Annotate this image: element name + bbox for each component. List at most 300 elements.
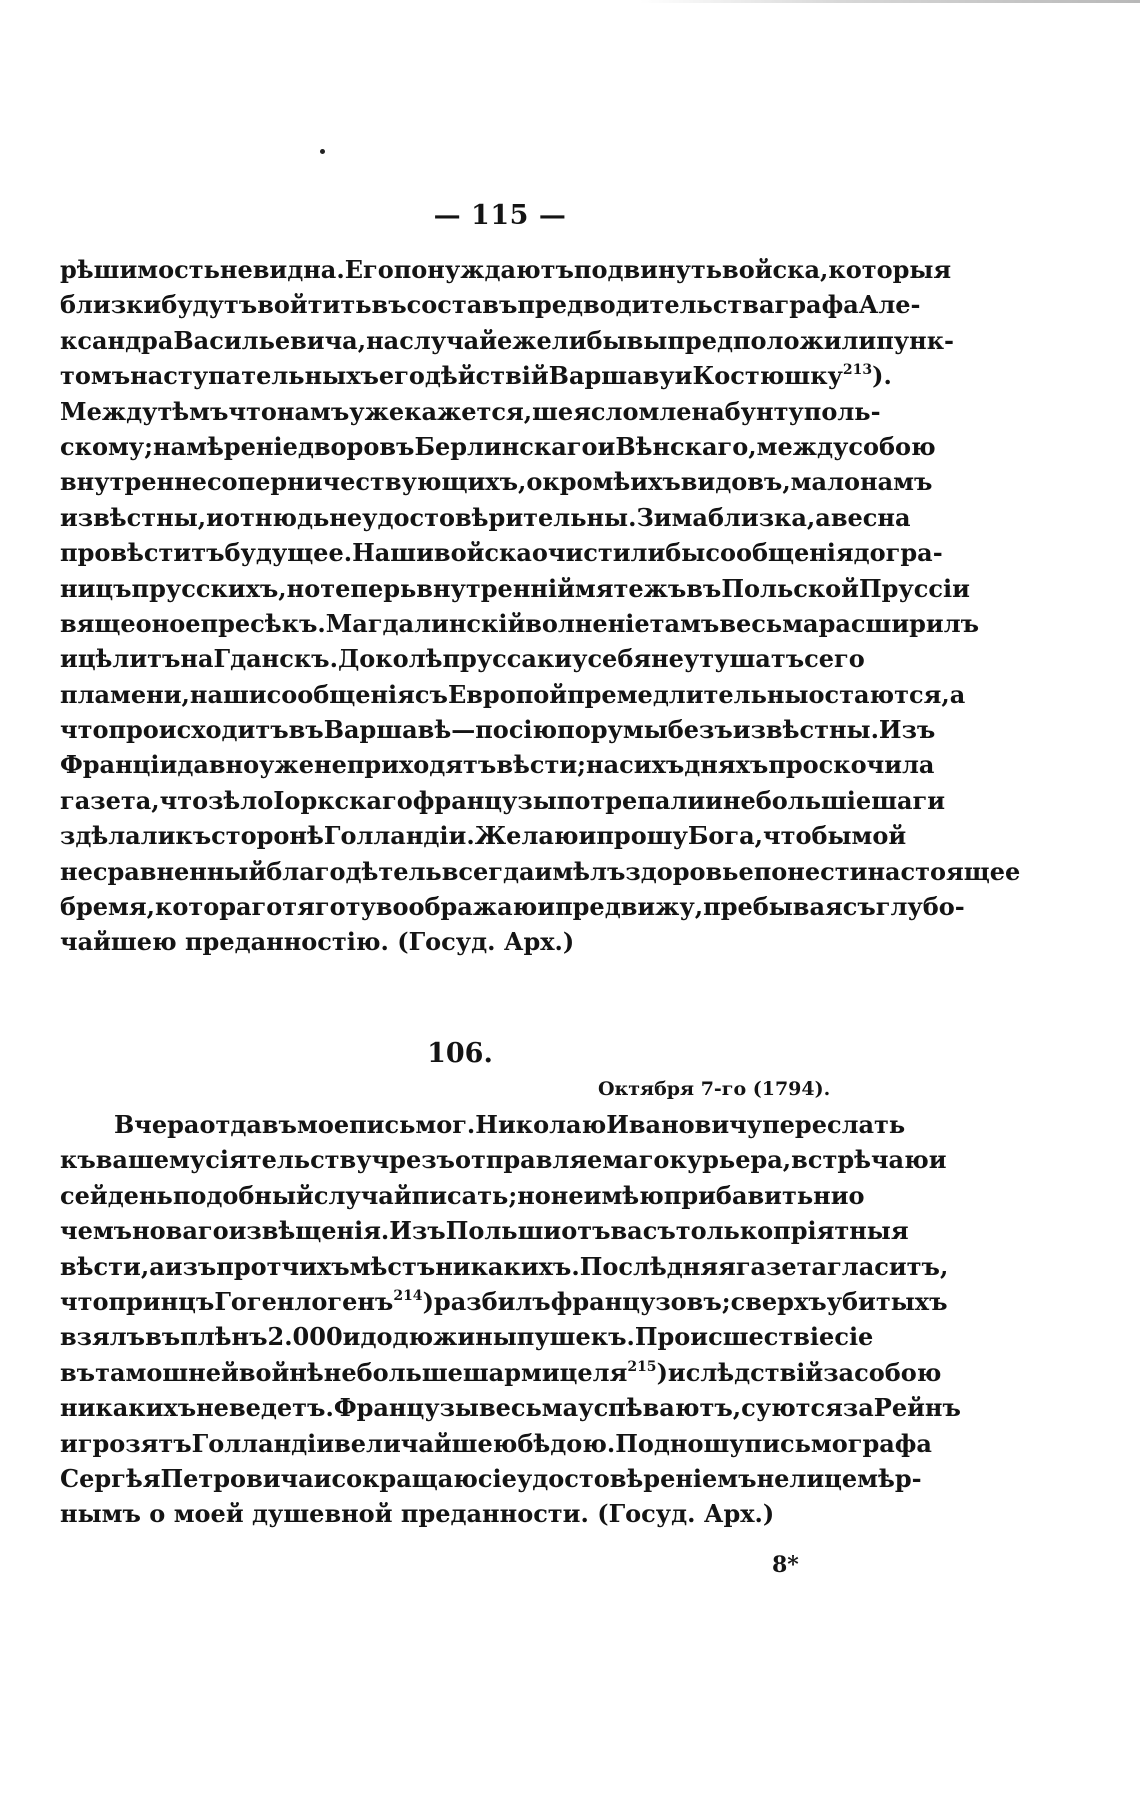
word: неудостовѣрительны. bbox=[329, 502, 637, 532]
word: (Госуд. bbox=[397, 927, 496, 957]
footnote-ref: 214 bbox=[393, 1287, 423, 1304]
word: письмо bbox=[744, 1428, 848, 1458]
word: и bbox=[313, 1463, 332, 1493]
word: вашему bbox=[95, 1145, 206, 1175]
word: нелицемѣр- bbox=[756, 1463, 922, 1493]
word: а bbox=[949, 679, 966, 709]
word: о bbox=[848, 1180, 865, 1210]
word: васъ bbox=[610, 1216, 676, 1246]
word: видна. bbox=[252, 255, 345, 284]
word: будутъ bbox=[161, 290, 258, 320]
word: происходитъ bbox=[108, 715, 289, 745]
word: но bbox=[286, 573, 321, 603]
word: подвинуть bbox=[573, 255, 723, 284]
word: преданностію. bbox=[184, 927, 389, 957]
word: глубо- bbox=[875, 892, 965, 922]
text-line bbox=[60, 644, 865, 679]
word: Вчера bbox=[114, 1110, 200, 1139]
word: поль- bbox=[803, 396, 881, 426]
word: весьма bbox=[478, 1393, 579, 1423]
word: проскочила bbox=[768, 750, 935, 780]
word: предводительства bbox=[517, 290, 775, 320]
word: собою bbox=[854, 1357, 942, 1387]
word: намъ bbox=[860, 467, 933, 497]
word: Зима bbox=[636, 502, 708, 532]
word: пунк- bbox=[876, 325, 955, 355]
word: и bbox=[667, 1357, 686, 1387]
word: величайшею bbox=[334, 1428, 518, 1458]
word: въ bbox=[288, 715, 324, 745]
word: Его bbox=[344, 255, 394, 284]
word: и bbox=[705, 785, 723, 815]
word: отправляемаго bbox=[454, 1145, 670, 1175]
word: наступательныхъ bbox=[130, 361, 379, 391]
word: а bbox=[149, 1251, 165, 1281]
word: о bbox=[149, 1499, 166, 1529]
word: газета bbox=[735, 1251, 828, 1281]
word: не bbox=[314, 750, 347, 780]
word: вы bbox=[626, 325, 668, 355]
word: шея bbox=[532, 396, 591, 426]
word: себя bbox=[587, 644, 652, 674]
word: давно bbox=[177, 750, 260, 780]
text-line bbox=[60, 1393, 961, 1428]
word: ксандра bbox=[60, 325, 174, 355]
word: войнѣ bbox=[238, 1357, 324, 1387]
word: переслать bbox=[762, 1110, 906, 1139]
text-line bbox=[60, 715, 936, 750]
word: гра- bbox=[885, 538, 943, 568]
word: мѣстъ bbox=[349, 1251, 436, 1281]
word: Польши bbox=[445, 1216, 562, 1246]
page-number: — 115 — bbox=[433, 200, 567, 231]
word: Бога, bbox=[687, 821, 763, 851]
word: Изъ bbox=[389, 1216, 446, 1246]
word: случай bbox=[313, 1180, 412, 1210]
word: утушатъ bbox=[683, 644, 805, 674]
word: подобный bbox=[172, 1180, 314, 1210]
word: графа bbox=[847, 1428, 932, 1458]
word: душевной bbox=[252, 1499, 393, 1529]
word: пламени, bbox=[60, 679, 190, 709]
word: котораго bbox=[155, 892, 283, 922]
print-speck bbox=[320, 149, 325, 154]
word: чемъ bbox=[60, 1216, 133, 1246]
word: пруссаки bbox=[442, 644, 573, 674]
word: не bbox=[323, 1357, 357, 1387]
word: не bbox=[219, 255, 253, 284]
word: ни bbox=[813, 1180, 849, 1210]
letter-date: Октября 7-го (1794). bbox=[598, 1078, 831, 1100]
word: съ bbox=[414, 679, 448, 709]
word: къ bbox=[60, 1145, 96, 1175]
word: пору bbox=[557, 715, 623, 745]
text-line bbox=[60, 679, 966, 715]
word: мое bbox=[296, 1110, 350, 1139]
word: весна bbox=[830, 502, 911, 532]
word: ихъ bbox=[630, 467, 681, 497]
word: чтобы bbox=[763, 821, 852, 851]
word: собою bbox=[848, 431, 936, 461]
word: Голландіи. bbox=[323, 821, 475, 851]
word: что bbox=[228, 396, 277, 426]
word: Послѣдняя bbox=[579, 1251, 736, 1281]
word: что bbox=[60, 1286, 109, 1316]
word: преданности. bbox=[400, 1499, 589, 1529]
word: сіе bbox=[834, 1322, 874, 1352]
word: до bbox=[853, 538, 886, 568]
word: слѣдствій bbox=[685, 1357, 824, 1387]
word: Але- bbox=[858, 290, 921, 320]
word: понести bbox=[753, 856, 868, 886]
word: Вѣнскаго, bbox=[615, 431, 757, 461]
word: а bbox=[815, 502, 831, 532]
text-line bbox=[60, 1216, 909, 1251]
word: Николаю bbox=[475, 1110, 607, 1139]
word: безъизвѣстны. bbox=[667, 715, 879, 745]
word: бремя, bbox=[60, 892, 155, 922]
word: и bbox=[928, 1145, 947, 1175]
word: въ bbox=[60, 1357, 96, 1387]
word: грозятъ bbox=[77, 1428, 192, 1458]
word: отъ bbox=[561, 1216, 611, 1246]
word: встрѣчаю bbox=[791, 1145, 929, 1175]
word: небольшіе bbox=[722, 785, 872, 815]
word: близки bbox=[60, 290, 162, 320]
word: кажется, bbox=[404, 396, 533, 426]
word: ежели bbox=[497, 325, 587, 355]
word: въ bbox=[145, 1322, 181, 1352]
text-line bbox=[60, 502, 911, 538]
word: составъ bbox=[406, 290, 518, 320]
word: сообщенія bbox=[705, 538, 854, 568]
word: письмо bbox=[349, 1110, 453, 1139]
word: воображаю bbox=[375, 892, 538, 922]
word: никакихъ bbox=[60, 1393, 197, 1423]
text-line bbox=[60, 573, 970, 609]
text-line bbox=[60, 1286, 948, 1322]
word: вѣсти; bbox=[496, 750, 587, 780]
word: сіятельству bbox=[205, 1145, 372, 1175]
word: сообщенія bbox=[266, 679, 415, 709]
word: цѣлитъ bbox=[77, 644, 181, 674]
word: понуждаютъ bbox=[393, 255, 574, 284]
word: $^{213}$). bbox=[842, 361, 892, 391]
word: на bbox=[180, 644, 214, 674]
word: (Госуд. bbox=[597, 1499, 696, 1529]
word: Сергѣя bbox=[60, 1463, 161, 1493]
word: успѣваютъ, bbox=[578, 1393, 742, 1423]
word: окромѣ bbox=[526, 467, 631, 497]
word: его bbox=[378, 361, 425, 391]
text-line bbox=[60, 892, 965, 927]
text-line bbox=[60, 608, 980, 644]
word: близка, bbox=[707, 502, 816, 532]
word: графа bbox=[774, 290, 859, 320]
word: намѣреніе bbox=[153, 431, 298, 461]
word: и bbox=[342, 1322, 361, 1352]
word: скому; bbox=[60, 431, 154, 461]
word: прусскихъ, bbox=[131, 573, 287, 603]
word: бы bbox=[665, 538, 706, 568]
word: настоящее bbox=[867, 856, 1021, 886]
word: пушекъ. bbox=[516, 1322, 635, 1352]
word: Доколѣ bbox=[337, 644, 443, 674]
word: съ bbox=[842, 892, 876, 922]
text-line bbox=[60, 1428, 932, 1464]
word: $^{214}$) bbox=[393, 1286, 434, 1316]
word: принцъ bbox=[108, 1286, 215, 1316]
word: газета, bbox=[60, 785, 160, 815]
word: Ивановичу bbox=[606, 1110, 763, 1139]
word: суются bbox=[741, 1393, 843, 1423]
word: сихъ bbox=[619, 750, 685, 780]
word: имѣлъ bbox=[534, 856, 626, 886]
word: Изъ bbox=[878, 715, 936, 745]
word: остаются, bbox=[808, 679, 950, 709]
text-line bbox=[60, 1322, 874, 1357]
word: Варшавѣ—по bbox=[323, 715, 509, 745]
word: дняхъ bbox=[684, 750, 769, 780]
letter-105-text bbox=[60, 255, 1021, 963]
word: Арх.) bbox=[503, 927, 575, 957]
word: войтить bbox=[257, 290, 372, 320]
word: Пруссіи bbox=[858, 573, 970, 603]
word: извѣстны, bbox=[60, 502, 207, 532]
text-line bbox=[60, 431, 936, 467]
word: изъ bbox=[164, 1251, 217, 1281]
word: моей bbox=[173, 1499, 244, 1529]
text-line bbox=[60, 821, 907, 856]
word: мятежъ bbox=[574, 573, 687, 603]
word: соперничествующихъ, bbox=[206, 467, 527, 497]
word: сторонѣ bbox=[211, 821, 324, 851]
word: здоровье bbox=[625, 856, 754, 886]
word: теперь bbox=[320, 573, 417, 603]
text-line bbox=[60, 396, 881, 432]
word: войска, bbox=[722, 255, 829, 284]
word: дюжины bbox=[392, 1322, 517, 1352]
word: Берлинскаго bbox=[414, 431, 598, 461]
word: Желаю bbox=[474, 821, 579, 851]
word: шармицеля bbox=[462, 1357, 628, 1387]
word: между bbox=[756, 431, 849, 461]
text-line bbox=[60, 361, 892, 396]
word: разбилъ bbox=[433, 1286, 551, 1316]
word: сломлена bbox=[590, 396, 725, 426]
word: на bbox=[586, 750, 620, 780]
text-line bbox=[60, 255, 952, 290]
word: на bbox=[366, 325, 400, 355]
word: писать; bbox=[411, 1180, 518, 1210]
word: уже bbox=[349, 396, 405, 426]
word: Польской bbox=[721, 573, 859, 603]
text-line bbox=[60, 1145, 947, 1180]
word: Франціи bbox=[60, 750, 178, 780]
word: дѣйствій bbox=[424, 361, 549, 391]
text-line bbox=[60, 1463, 922, 1499]
word: расширилъ bbox=[818, 608, 980, 638]
word: за bbox=[842, 1393, 874, 1423]
text-line bbox=[60, 1251, 949, 1287]
word: сверхъ bbox=[730, 1286, 827, 1316]
word: больше bbox=[356, 1357, 463, 1387]
word: мало bbox=[790, 467, 860, 497]
word: наши bbox=[189, 679, 267, 709]
word: г. bbox=[452, 1110, 476, 1139]
footnote-ref: 213 bbox=[842, 362, 873, 379]
word: Голландіи bbox=[191, 1428, 335, 1458]
word: не bbox=[651, 644, 684, 674]
word: гласитъ, bbox=[827, 1251, 949, 1281]
word: мой bbox=[851, 821, 907, 851]
word: потрепали bbox=[556, 785, 706, 815]
word: отнюдь bbox=[223, 502, 330, 532]
word: бунту bbox=[724, 396, 804, 426]
word: но bbox=[517, 1180, 551, 1210]
word: премедлительны bbox=[567, 679, 809, 709]
word: ведетъ. bbox=[228, 1393, 334, 1423]
word: сокращаю bbox=[331, 1463, 478, 1493]
word: прошу bbox=[596, 821, 688, 851]
word: пресѣкъ. bbox=[200, 608, 326, 638]
word: тѣмъ bbox=[157, 396, 229, 426]
letter-number: 106. bbox=[427, 1038, 493, 1069]
word: бѣдою. bbox=[517, 1428, 616, 1458]
word: не bbox=[196, 1393, 229, 1423]
word: Магдалинскій bbox=[325, 608, 526, 638]
text-line bbox=[60, 538, 943, 573]
word: здѣлали bbox=[60, 821, 176, 851]
word: весьма bbox=[719, 608, 819, 638]
word: предположили bbox=[667, 325, 877, 355]
word: чрезъ bbox=[371, 1145, 455, 1175]
word: видовъ, bbox=[680, 467, 791, 497]
text-line bbox=[60, 467, 933, 502]
word: Гогенлогенъ bbox=[214, 1286, 394, 1316]
word: тамошней bbox=[95, 1357, 239, 1387]
word: протчихъ bbox=[216, 1251, 350, 1281]
word: сего bbox=[804, 644, 865, 674]
word: намъ bbox=[276, 396, 350, 426]
word: приходятъ bbox=[346, 750, 497, 780]
text-line bbox=[60, 325, 955, 361]
word: внутренній bbox=[416, 573, 575, 603]
word: вяще bbox=[60, 608, 136, 638]
word: всегда bbox=[441, 856, 535, 886]
printer-signature-mark: 8* bbox=[772, 1552, 799, 1578]
word: Рейнъ bbox=[873, 1393, 961, 1423]
word: Васильевича, bbox=[173, 325, 367, 355]
word: Арх.) bbox=[703, 1499, 775, 1529]
word: тяготу bbox=[282, 892, 376, 922]
word: извѣщенія. bbox=[228, 1216, 390, 1246]
word: плѣнъ bbox=[180, 1322, 268, 1352]
word: Наши bbox=[352, 538, 434, 568]
word: къ bbox=[175, 821, 212, 851]
word: нымъ bbox=[60, 1499, 141, 1529]
word: рѣшимость bbox=[60, 255, 220, 284]
word: Іоркскаго bbox=[273, 785, 413, 815]
word: шаги bbox=[871, 785, 946, 815]
word: удостовѣреніемъ bbox=[516, 1463, 757, 1493]
word: что bbox=[159, 785, 209, 815]
word: Происшествіе bbox=[634, 1322, 835, 1352]
word: тамъ bbox=[649, 608, 720, 638]
word: убитыхъ bbox=[826, 1286, 948, 1316]
word: сей bbox=[60, 1180, 108, 1210]
word: дворовъ bbox=[297, 431, 415, 461]
top-edge-rule bbox=[640, 0, 1140, 3]
text-line bbox=[60, 290, 921, 325]
word: несравненный bbox=[60, 856, 267, 886]
word: ницъ bbox=[60, 573, 132, 603]
word: курьера, bbox=[669, 1145, 792, 1175]
word: вѣсти, bbox=[60, 1251, 150, 1281]
word: и bbox=[206, 502, 224, 532]
word: предвижу, bbox=[555, 892, 704, 922]
word: и bbox=[578, 821, 597, 851]
word: чайшею bbox=[60, 927, 177, 957]
word: прибавить bbox=[663, 1180, 814, 1210]
word: за bbox=[823, 1357, 855, 1387]
word: имѣю bbox=[583, 1180, 664, 1210]
word: Гданскъ. bbox=[213, 644, 338, 674]
text-line bbox=[60, 1180, 865, 1216]
word: французы bbox=[412, 785, 557, 815]
word: Между bbox=[60, 396, 158, 426]
word: Европой bbox=[447, 679, 568, 709]
word: мы bbox=[622, 715, 668, 745]
word: взялъ bbox=[60, 1322, 146, 1352]
word: очистили bbox=[531, 538, 666, 568]
word: волненіе bbox=[525, 608, 650, 638]
word: Петровича bbox=[160, 1463, 314, 1493]
word: зѣло bbox=[208, 785, 274, 815]
word: пріятныя bbox=[773, 1216, 909, 1246]
word: и bbox=[60, 1428, 78, 1458]
text-line bbox=[60, 927, 860, 962]
word: томъ bbox=[60, 361, 131, 391]
word: внутренне bbox=[60, 467, 207, 497]
word: что bbox=[60, 715, 109, 745]
word: отдавъ bbox=[199, 1110, 297, 1139]
word: и bbox=[60, 644, 78, 674]
word: войска bbox=[433, 538, 532, 568]
word: которыя bbox=[828, 255, 952, 284]
word: благодѣтель bbox=[266, 856, 442, 886]
word: Костюшку bbox=[692, 361, 843, 391]
word: Подношу bbox=[615, 1428, 745, 1458]
footnote-ref: 215 bbox=[627, 1358, 657, 1375]
word: и bbox=[597, 431, 616, 461]
text-line bbox=[60, 785, 946, 821]
word: Французы bbox=[333, 1393, 479, 1423]
word: въ bbox=[371, 290, 407, 320]
word: Варшаву bbox=[548, 361, 675, 391]
word: до bbox=[360, 1322, 393, 1352]
word: уже bbox=[259, 750, 314, 780]
word: у bbox=[572, 644, 588, 674]
word: $^{215}$) bbox=[627, 1357, 668, 1387]
word: бы bbox=[586, 325, 627, 355]
word: оное bbox=[135, 608, 201, 638]
text-line bbox=[60, 1499, 860, 1534]
word: сіе bbox=[477, 1463, 517, 1493]
word: новаго bbox=[132, 1216, 229, 1246]
word: только bbox=[675, 1216, 774, 1246]
text-line bbox=[60, 1110, 906, 1145]
